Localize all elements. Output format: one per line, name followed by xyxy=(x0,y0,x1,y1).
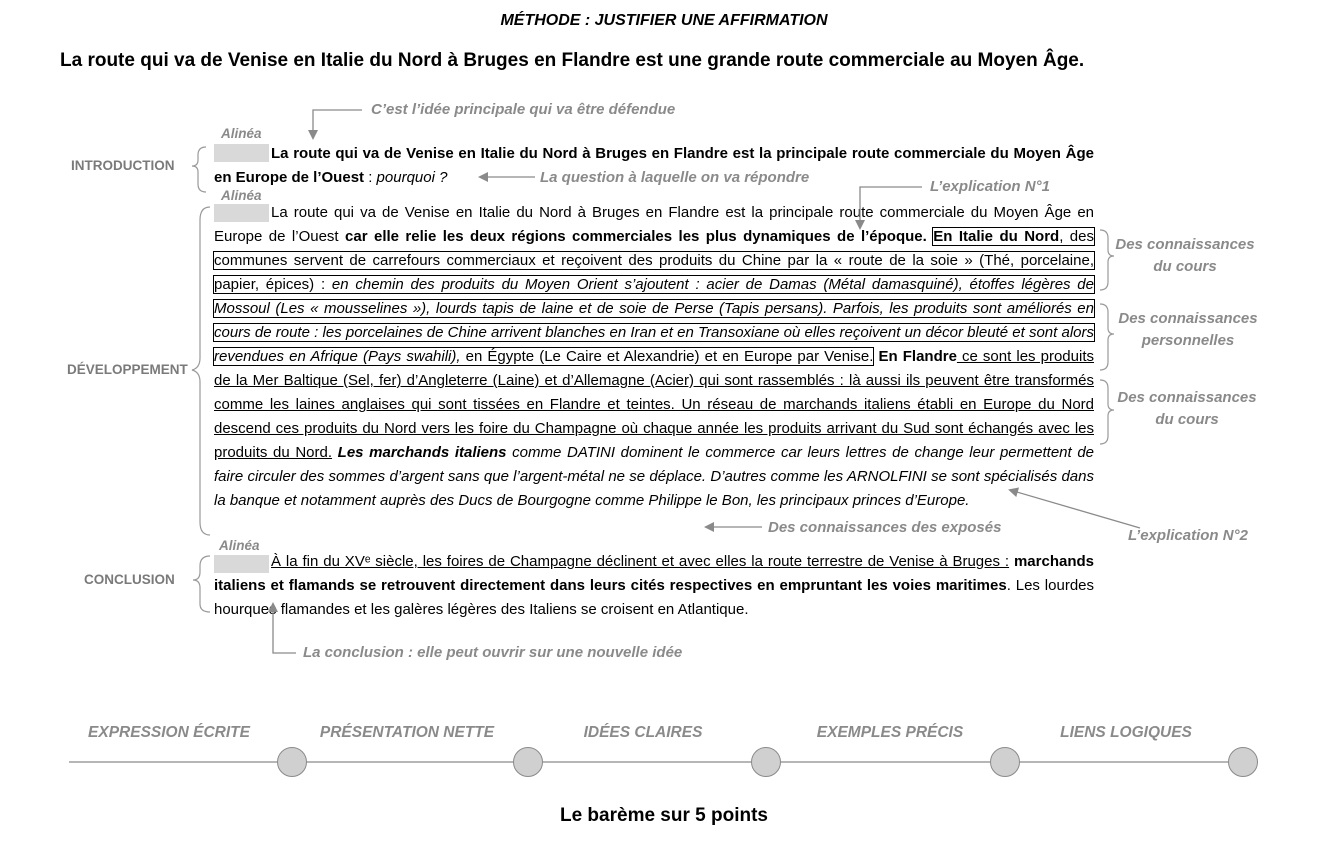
annotation-cours-2: Des connaissances du cours xyxy=(1117,389,1257,428)
criterion-dot-1 xyxy=(277,747,307,777)
annotation-cours-1: Des connaissances du cours xyxy=(1115,236,1255,275)
development-intro: La route qui va de Venise en Italie du Nord à Bruges en Flandre est la principale route commerciale du Moyen Âge en Europe de l’Ouest xyxy=(214,204,1094,245)
brace-developpement xyxy=(192,207,210,535)
method-title: MÉTHODE : JUSTIFIER UNE AFFIRMATION xyxy=(500,12,828,29)
annotation-perso: Des connaissances personnelles xyxy=(1118,310,1258,349)
brace-right-1 xyxy=(1100,230,1114,290)
brace-conclusion xyxy=(193,556,210,612)
italie-text: , des communes servent de carrefours commerciaux et reçoivent des produits du Chine par la « route de la soie » (Thé, porcelaine, papier, épices) : xyxy=(214,228,1094,293)
criterion-dot-2 xyxy=(513,747,543,777)
criterion-2: PRÉSENTATION NETTE xyxy=(319,724,495,741)
section-label-developpement: DÉVELOPPEMENT xyxy=(67,362,188,377)
brace-introduction xyxy=(192,147,206,192)
criterion-dot-5 xyxy=(1228,747,1258,777)
italie-italic: en chemin des produits du Moyen Orient s’ajoutent : acier de Damas (Métal damasquiné), étoffes légères de Mossoul (Les « mousselines »), lourds tapis de laine et de soie de Perse (Tapis persans). Parfois, les produits sont améliorés en cours de route : les porcelaines de Chine arrivent blanches en Iran et en Transoxiane où elles reçoivent un décor bleuté et sont alors revendues en Afrique (Pays swahili), xyxy=(214,276,1094,365)
annotation-explication-1: L’explication N°1 xyxy=(930,178,1050,195)
introduction-question: pourquoi ? xyxy=(376,169,448,186)
italie-end: par Venise. xyxy=(797,348,874,365)
brace-right-2 xyxy=(1100,304,1114,370)
criterion-dot-4 xyxy=(990,747,1020,777)
alinea-label-dev: Alinéa xyxy=(221,188,262,203)
annotation-question: La question à laquelle on va répondre xyxy=(540,169,810,186)
conclusion-bold: marchands italiens et flamands se retrouvent directement dans leurs cités respectives en empruntant les voies maritimes xyxy=(214,553,1094,594)
arrow-conclusion xyxy=(273,604,296,653)
introduction-claim: La route qui va de Venise en Italie du Nord à Bruges en Flandre est la principale route commerciale du Moyen Âge en Europe de l’Ouest xyxy=(214,145,1094,186)
section-label-conclusion: CONCLUSION xyxy=(84,572,175,587)
alinea-label-intro: Alinéa xyxy=(221,126,262,141)
flandre-label: En Flandre xyxy=(878,348,957,365)
arrow-explication-1 xyxy=(860,187,922,228)
marchands-label: Les marchands italiens xyxy=(337,444,507,461)
marchands-text: comme DATINI dominent le commerce car leurs lettres de change leur permettent de faire circuler des sommes d’argent sans que l’argent-métal ne se déplace. D’autres comme les ARNOLFINI se sont spécialisés dans la banque et notamment auprès des Ducs de Bourgogne comme Philippe le Bon, les principaux princes d’Europe. xyxy=(214,444,1094,509)
annotation-conclusion: La conclusion : elle peut ouvrir sur une nouvelle idée xyxy=(303,644,683,661)
arrow-main-idea xyxy=(313,110,362,138)
criterion-dot-3 xyxy=(751,747,781,777)
conclusion-tail: . Les lourdes hourques flamandes et les galères légères des Italiens se croisent en Atlantique. xyxy=(214,577,1094,618)
criterion-3: IDÉES CLAIRES xyxy=(583,724,703,741)
subject-statement: La route qui va de Venise en Italie du Nord à Bruges en Flandre est une grande route commerciale au Moyen Âge. xyxy=(60,50,1085,71)
alinea-label-conclusion: Alinéa xyxy=(219,538,260,553)
arrow-explication-2 xyxy=(1010,490,1140,528)
introduction-colon: : xyxy=(364,169,377,186)
annotation-exposes: Des connaissances des exposés xyxy=(768,519,1002,536)
section-label-introduction: INTRODUCTION xyxy=(71,158,175,173)
italie-tail: en Égypte (Le Caire et Alexandrie) et en Europe xyxy=(460,348,798,365)
criterion-1: EXPRESSION ÉCRITE xyxy=(88,724,250,741)
bareme-caption: Le barème sur 5 points xyxy=(559,805,768,826)
italie-label: En Italie du Nord xyxy=(933,228,1060,245)
conclusion-underlined: À la fin du XVᵉ siècle, les foires de Champagne déclinent et avec elles la route terrestre de Venise à Bruges : xyxy=(271,553,1010,570)
criterion-5: LIENS LOGIQUES xyxy=(1060,724,1192,741)
flandre-text: ce sont les produits de la Mer Baltique (Sel, fer) d’Angleterre (Laine) et d’Allemagne (Acier) qui sont rassemblés : là aussi ils peuvent être transformés comme les laines anglaises qui sont tissées en Flandre et teintes. Un réseau de marchands italiens établi en Europe du Nord descend ces produits du Nord vers les foire du Champagne où chaque année les produits arrivant du Sud sont échangés avec les produits du Nord. xyxy=(214,348,1094,461)
annotation-explication-2: L’explication N°2 xyxy=(1128,527,1248,544)
development-reason: car elle relie les deux régions commerciales les plus dynamiques de l’époque. xyxy=(345,228,927,245)
annotation-main-idea: C’est l’idée principale qui va être défendue xyxy=(371,101,676,118)
brace-right-3 xyxy=(1100,380,1114,444)
criterion-4: EXEMPLES PRÉCIS xyxy=(816,724,964,741)
